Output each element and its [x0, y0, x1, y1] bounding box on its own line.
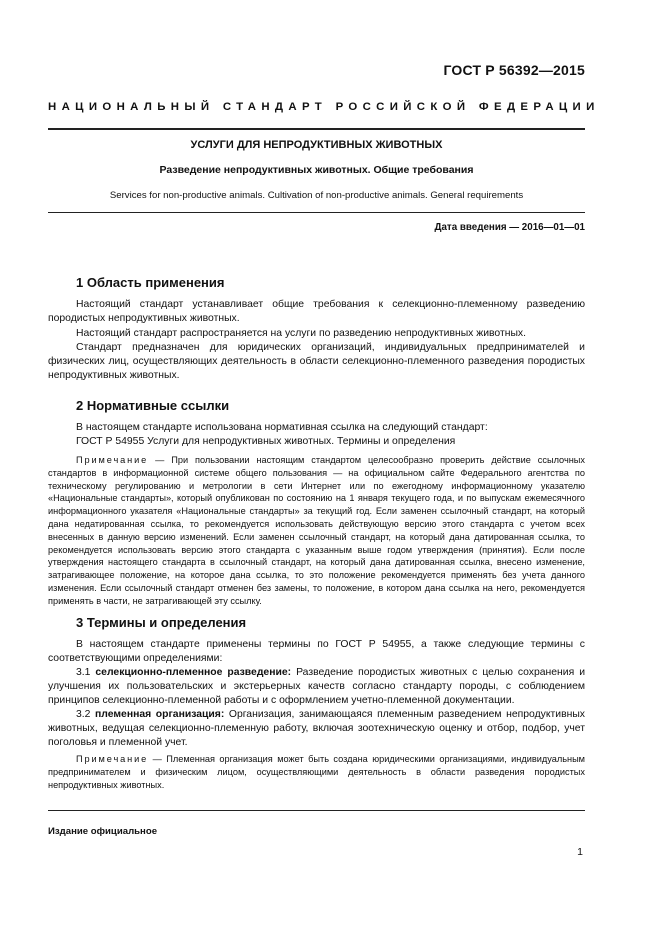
term-definition-text: Разведение породистых животных с целью сохранения и улучшения их пользовательских и экстерьерных качеств согласно стандарту породы, с соблюдением принципов селекционно-племенной работы и с оформлением учетно-племенной документации. [48, 667, 585, 706]
document-title: УСЛУГИ ДЛЯ НЕПРОДУКТИВНЫХ ЖИВОТНЫХ [190, 139, 443, 151]
publication-mark: Издание официальное [48, 826, 158, 837]
term-definition-2 [48, 708, 585, 750]
note-label: Примечание [76, 754, 149, 764]
terms-note [48, 753, 585, 791]
scope-paragraph-1: Настоящий стандарт устанавливает общие требования к селекционно-племенному разведению породистых непродуктивных животных. [48, 299, 585, 324]
term-number: 3.1 [76, 667, 96, 678]
terms-intro-paragraph: В настоящем стандарте применены термины по ГОСТ Р 54955, а также следующие термины с соответствующими определениями: [48, 639, 585, 664]
page-number: 1 [577, 846, 583, 858]
footer-divider [48, 810, 585, 811]
references-note [48, 454, 585, 608]
scope-paragraph-2: Настоящий стандарт распространяется на услуги по разведению непродуктивных животных. [76, 328, 527, 339]
section-heading-scope: 1 Область применения [76, 275, 225, 290]
term-name: племенная организация: [94, 709, 225, 720]
note-text: — При пользовании настоящим стандартом целесообразно проверить действие ссылочных стандартов в информационной системе общего пользования — на официальном сайте Федерального агентства по техническому регулированию и метрологии в сети Интернет или по ежегодному информационному указателю «Национальные стандарты», который опубликован по состоянию на 1 января текущего года, и по выпускам ежемесячного информационного указателя «Национальные стандарты» за текущий год. Если заменен ссылочный стандарт, на который дана недатированная ссылка, то рекомендуется использовать действующую версию этого стандарта с учетом всех внесенных в данную версию изменений. Если заменен ссылочный стандарт, на который дана датированная ссылка, то рекомендуется использовать версию этого стандарта с указанным выше годом утверждения (принятия). Если после утверждения настоящего стандарта в ссылочный стандарт, на который дана датированная ссылка, внесено изменение, затрагивающее положение, на которое дана ссылка, то это положение рекомендуется применять без учета данного изменения. Если ссылочный стандарт отменен без замены, то положение, в котором дана ссылка на него, рекомендуется применять в части, не затрагивающей эту ссылку. [48, 455, 585, 606]
title-divider [48, 212, 585, 213]
term-name: селекционно-племенное разведение: [95, 667, 292, 678]
introduction-date: Дата введения — 2016—01—01 [434, 222, 585, 233]
note-label: Примечание [76, 455, 149, 465]
references-paragraph-1: В настоящем стандарте использована нормативная ссылка на следующий стандарт: [76, 422, 488, 433]
term-definition-1 [48, 666, 585, 708]
standard-banner: НАЦИОНАЛЬНЫЙ СТАНДАРТ РОССИЙСКОЙ ФЕДЕРАЦИИ [48, 101, 600, 113]
term-number: 3.2 [76, 709, 95, 720]
section-heading-references: 2 Нормативные ссылки [76, 398, 230, 413]
section-heading-terms: 3 Термины и определения [76, 615, 247, 630]
top-divider [48, 128, 585, 130]
document-subtitle: Разведение непродуктивных животных. Общие требования [159, 164, 474, 176]
note-text: — Племенная организация может быть создана юридическими организациями, индивидуальным предпринимателем и физическим лицом, осуществляющими деятельность в области разведения породистых непродуктивных животных. [48, 754, 585, 790]
references-paragraph-2: ГОСТ Р 54955 Услуги для непродуктивных животных. Термины и определения [76, 436, 456, 447]
document-number: ГОСТ Р 56392—2015 [443, 62, 585, 78]
scope-paragraph-3: Стандарт предназначен для юридических организаций, индивидуальных предпринимателей и физических лиц, осуществляющих деятельность в области селекционно-племенного разведения породистых непродуктивных животных. [48, 342, 585, 381]
english-title: Services for non-productive animals. Cultivation of non-productive animals. General requirements [109, 190, 524, 201]
term-definition-text: Организация, занимающаяся племенным разведением непродуктивных животных, ведущая селекционно-племенную работу, включая зоотехническую оценку и отбор, подбор, учет поголовья и племенной учет. [48, 709, 585, 748]
